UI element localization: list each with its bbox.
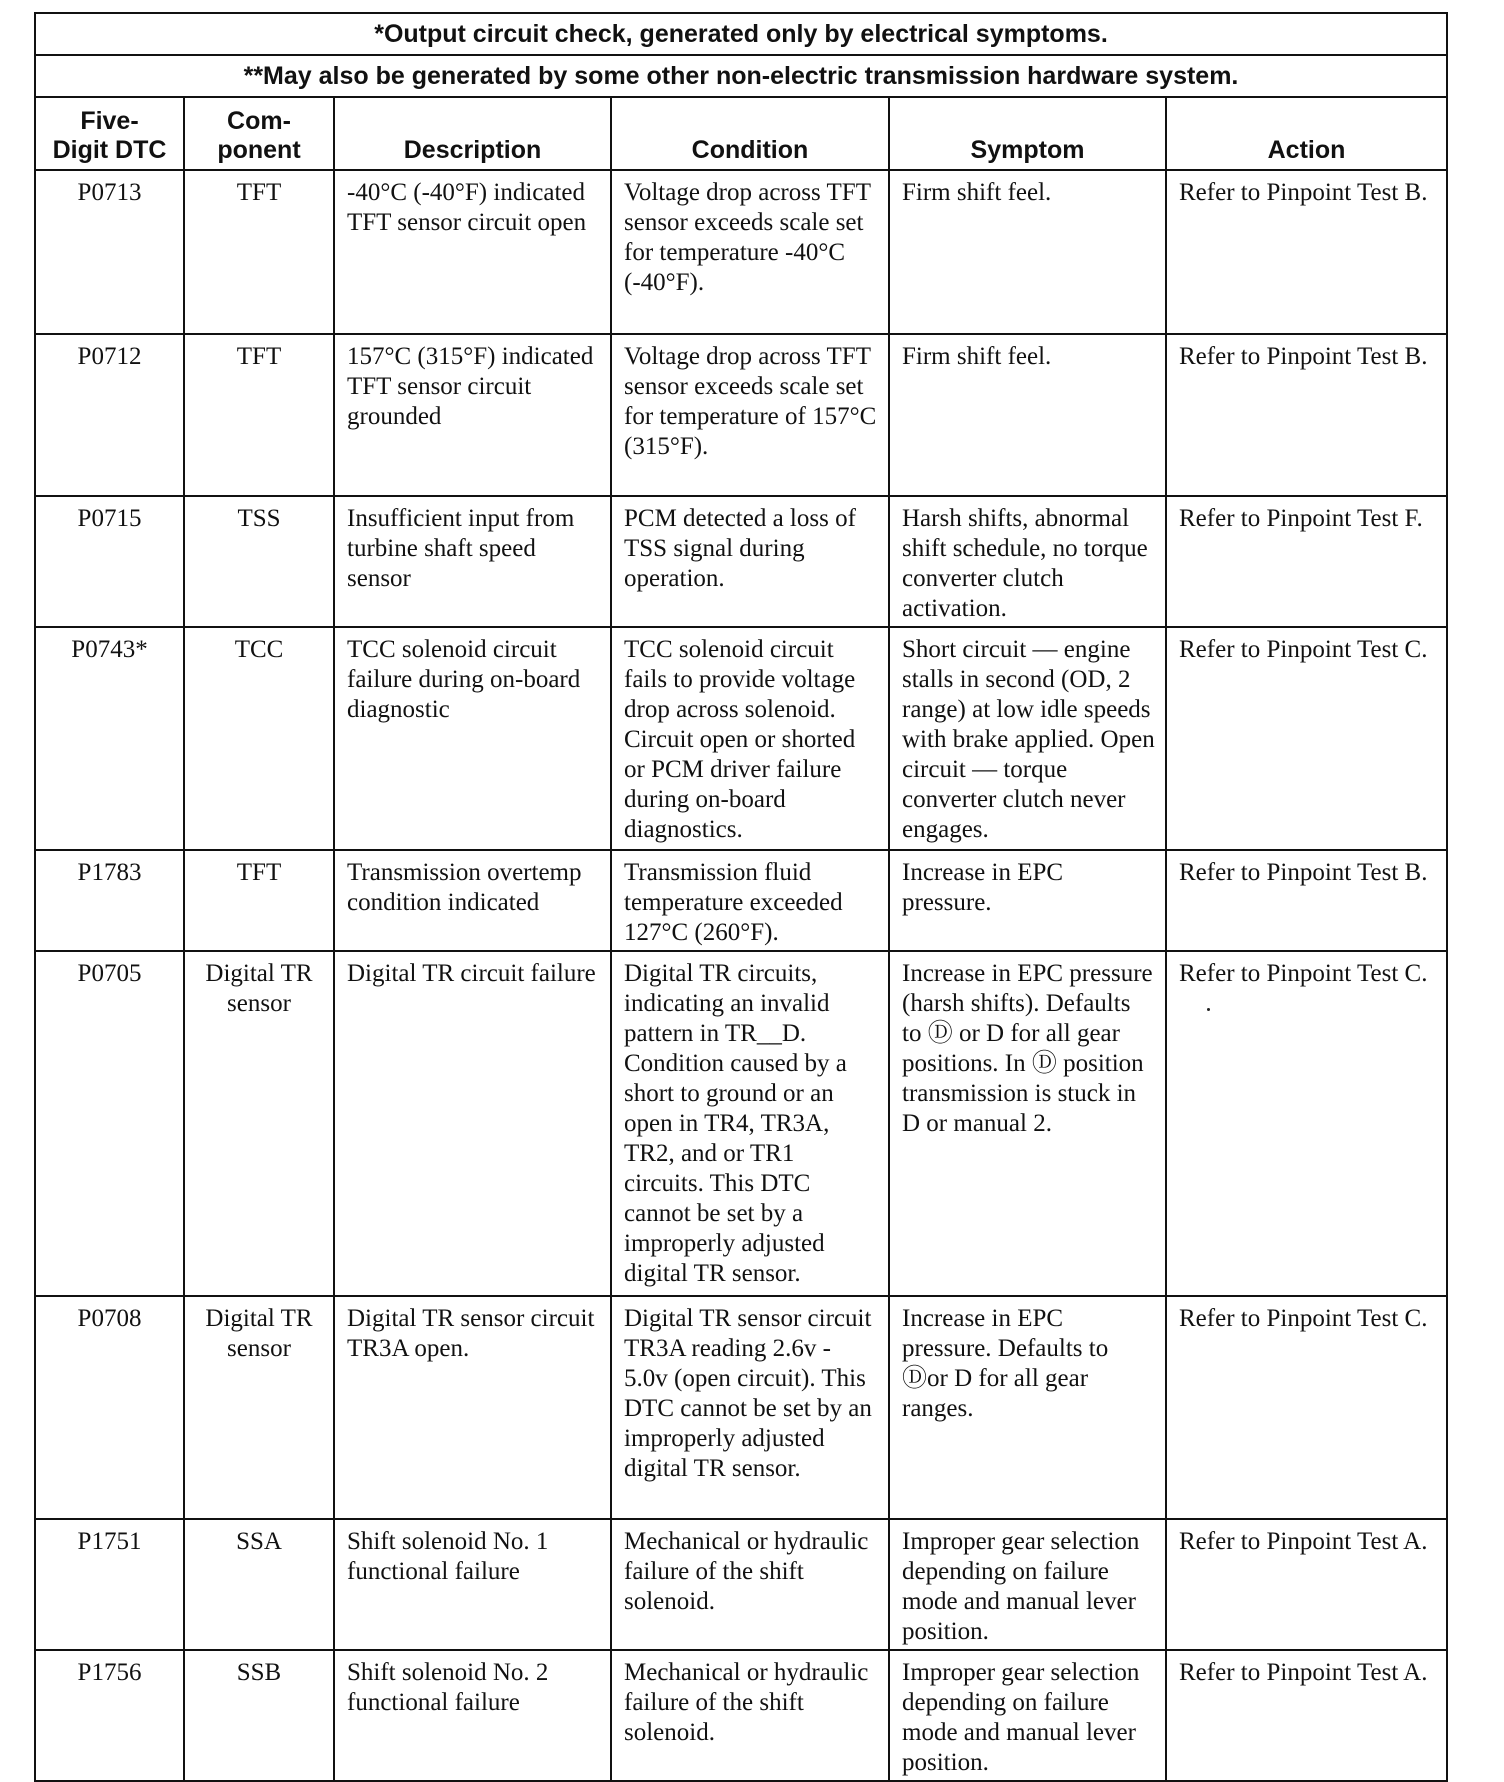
cell-action: Refer to Pinpoint Test C. xyxy=(1166,1296,1447,1519)
cell-condition: PCM detected a loss of TSS signal during operation. xyxy=(611,496,889,627)
cell-symptom: Improper gear selection depending on failure mode and manual lever position. xyxy=(889,1519,1166,1650)
note-row-output-circuit xyxy=(35,13,1447,55)
cell-symptom: Firm shift feel. xyxy=(889,170,1166,334)
cell-description: Insufficient input from turbine shaft speed sensor xyxy=(334,496,611,627)
cell-dtc: P1783 xyxy=(35,850,184,951)
cell-component: TFT xyxy=(184,850,334,951)
cell-dtc: P0712 xyxy=(35,334,184,496)
col-header-condition: Condition xyxy=(611,97,889,170)
cell-action: Refer to Pinpoint Test B. xyxy=(1166,334,1447,496)
cell-action: Refer to Pinpoint Test C. xyxy=(1166,951,1447,1296)
cell-action: Refer to Pinpoint Test A. xyxy=(1166,1650,1447,1781)
table-row xyxy=(35,1650,1447,1781)
cell-action: Refer to Pinpoint Test B. xyxy=(1166,170,1447,334)
cell-description: Shift solenoid No. 1 functional failure xyxy=(334,1519,611,1650)
cell-description: 157°C (315°F) indicated TFT sensor circuit grounded xyxy=(334,334,611,496)
cell-condition: TCC solenoid circuit fails to provide voltage drop across solenoid. Circuit open or shorted or PCM driver failure during on-board diagnostics. xyxy=(611,627,889,850)
cell-dtc: P0715 xyxy=(35,496,184,627)
cell-component: TFT xyxy=(184,334,334,496)
scan-speck xyxy=(1207,1008,1210,1011)
col-header-symptom: Symptom xyxy=(889,97,1166,170)
cell-component: Digital TR sensor xyxy=(184,1296,334,1519)
cell-condition: Voltage drop across TFT sensor exceeds scale set for temperature of 157°C (315°F). xyxy=(611,334,889,496)
cell-symptom: Harsh shifts, abnormal shift schedule, no torque converter clutch activation. xyxy=(889,496,1166,627)
cell-symptom: Increase in EPC pressure (harsh shifts). Defaults to Ⓓ or D for all gear positions. In Ⓓ position transmission is stuck in D or manual 2. xyxy=(889,951,1166,1296)
cell-symptom: Increase in EPC pressure. Defaults to Ⓓor D for all gear ranges. xyxy=(889,1296,1166,1519)
cell-condition: Voltage drop across TFT sensor exceeds scale set for temperature -40°C (-40°F). xyxy=(611,170,889,334)
cell-dtc: P1751 xyxy=(35,1519,184,1650)
cell-dtc: P0713 xyxy=(35,170,184,334)
table-row xyxy=(35,1519,1447,1650)
cell-condition: Mechanical or hydraulic failure of the shift solenoid. xyxy=(611,1650,889,1781)
cell-action: Refer to Pinpoint Test A. xyxy=(1166,1519,1447,1650)
header-row xyxy=(35,97,1447,170)
table-row xyxy=(35,170,1447,334)
cell-action: Refer to Pinpoint Test B. xyxy=(1166,850,1447,951)
cell-symptom: Firm shift feel. xyxy=(889,334,1166,496)
cell-description: Transmission overtemp condition indicated xyxy=(334,850,611,951)
cell-dtc: P0708 xyxy=(35,1296,184,1519)
note-non-electric: **May also be generated by some other non-electric transmission hardware system. xyxy=(35,55,1447,97)
col-header-description: Description xyxy=(334,97,611,170)
cell-action: Refer to Pinpoint Test C. xyxy=(1166,627,1447,850)
cell-dtc: P0743* xyxy=(35,627,184,850)
cell-dtc: P1756 xyxy=(35,1650,184,1781)
table-row xyxy=(35,334,1447,496)
table-row xyxy=(35,627,1447,850)
cell-dtc: P0705 xyxy=(35,951,184,1296)
col-header-action: Action xyxy=(1166,97,1447,170)
cell-component: TCC xyxy=(184,627,334,850)
cell-description: Shift solenoid No. 2 functional failure xyxy=(334,1650,611,1781)
cell-description: Digital TR sensor circuit TR3A open. xyxy=(334,1296,611,1519)
cell-condition: Mechanical or hydraulic failure of the shift solenoid. xyxy=(611,1519,889,1650)
table-row xyxy=(35,951,1447,1296)
cell-symptom: Increase in EPC pressure. xyxy=(889,850,1166,951)
cell-description: -40°C (-40°F) indicated TFT sensor circuit open xyxy=(334,170,611,334)
dtc-table xyxy=(34,12,1448,1782)
col-header-dtc: Five- Digit DTC xyxy=(35,97,184,170)
cell-description: TCC solenoid circuit failure during on-board diagnostic xyxy=(334,627,611,850)
cell-component: TFT xyxy=(184,170,334,334)
cell-action: Refer to Pinpoint Test F. xyxy=(1166,496,1447,627)
note-row-non-electric xyxy=(35,55,1447,97)
cell-condition: Transmission fluid temperature exceeded 127°C (260°F). xyxy=(611,850,889,951)
cell-symptom: Improper gear selection depending on failure mode and manual lever position. xyxy=(889,1650,1166,1781)
cell-component: SSA xyxy=(184,1519,334,1650)
cell-component: SSB xyxy=(184,1650,334,1781)
cell-symptom: Short circuit — engine stalls in second (OD, 2 range) at low idle speeds with brake applied. Open circuit — torque converter clutch never engages. xyxy=(889,627,1166,850)
cell-component: TSS xyxy=(184,496,334,627)
cell-condition: Digital TR sensor circuit TR3A reading 2.6v - 5.0v (open circuit). This DTC cannot be set by an improperly adjusted digital TR sensor. xyxy=(611,1296,889,1519)
col-header-component: Com- ponent xyxy=(184,97,334,170)
cell-condition: Digital TR circuits, indicating an invalid pattern in TR__D. Condition caused by a short to ground or an open in TR4, TR3A, TR2, and or TR1 circuits. This DTC cannot be set by a improperly adjusted digital TR sensor. xyxy=(611,951,889,1296)
table-row xyxy=(35,496,1447,627)
cell-component: Digital TR sensor xyxy=(184,951,334,1296)
note-output-circuit: *Output circuit check, generated only by electrical symptoms. xyxy=(35,13,1447,55)
cell-description: Digital TR circuit failure xyxy=(334,951,611,1296)
table-row xyxy=(35,1296,1447,1519)
table-row xyxy=(35,850,1447,951)
